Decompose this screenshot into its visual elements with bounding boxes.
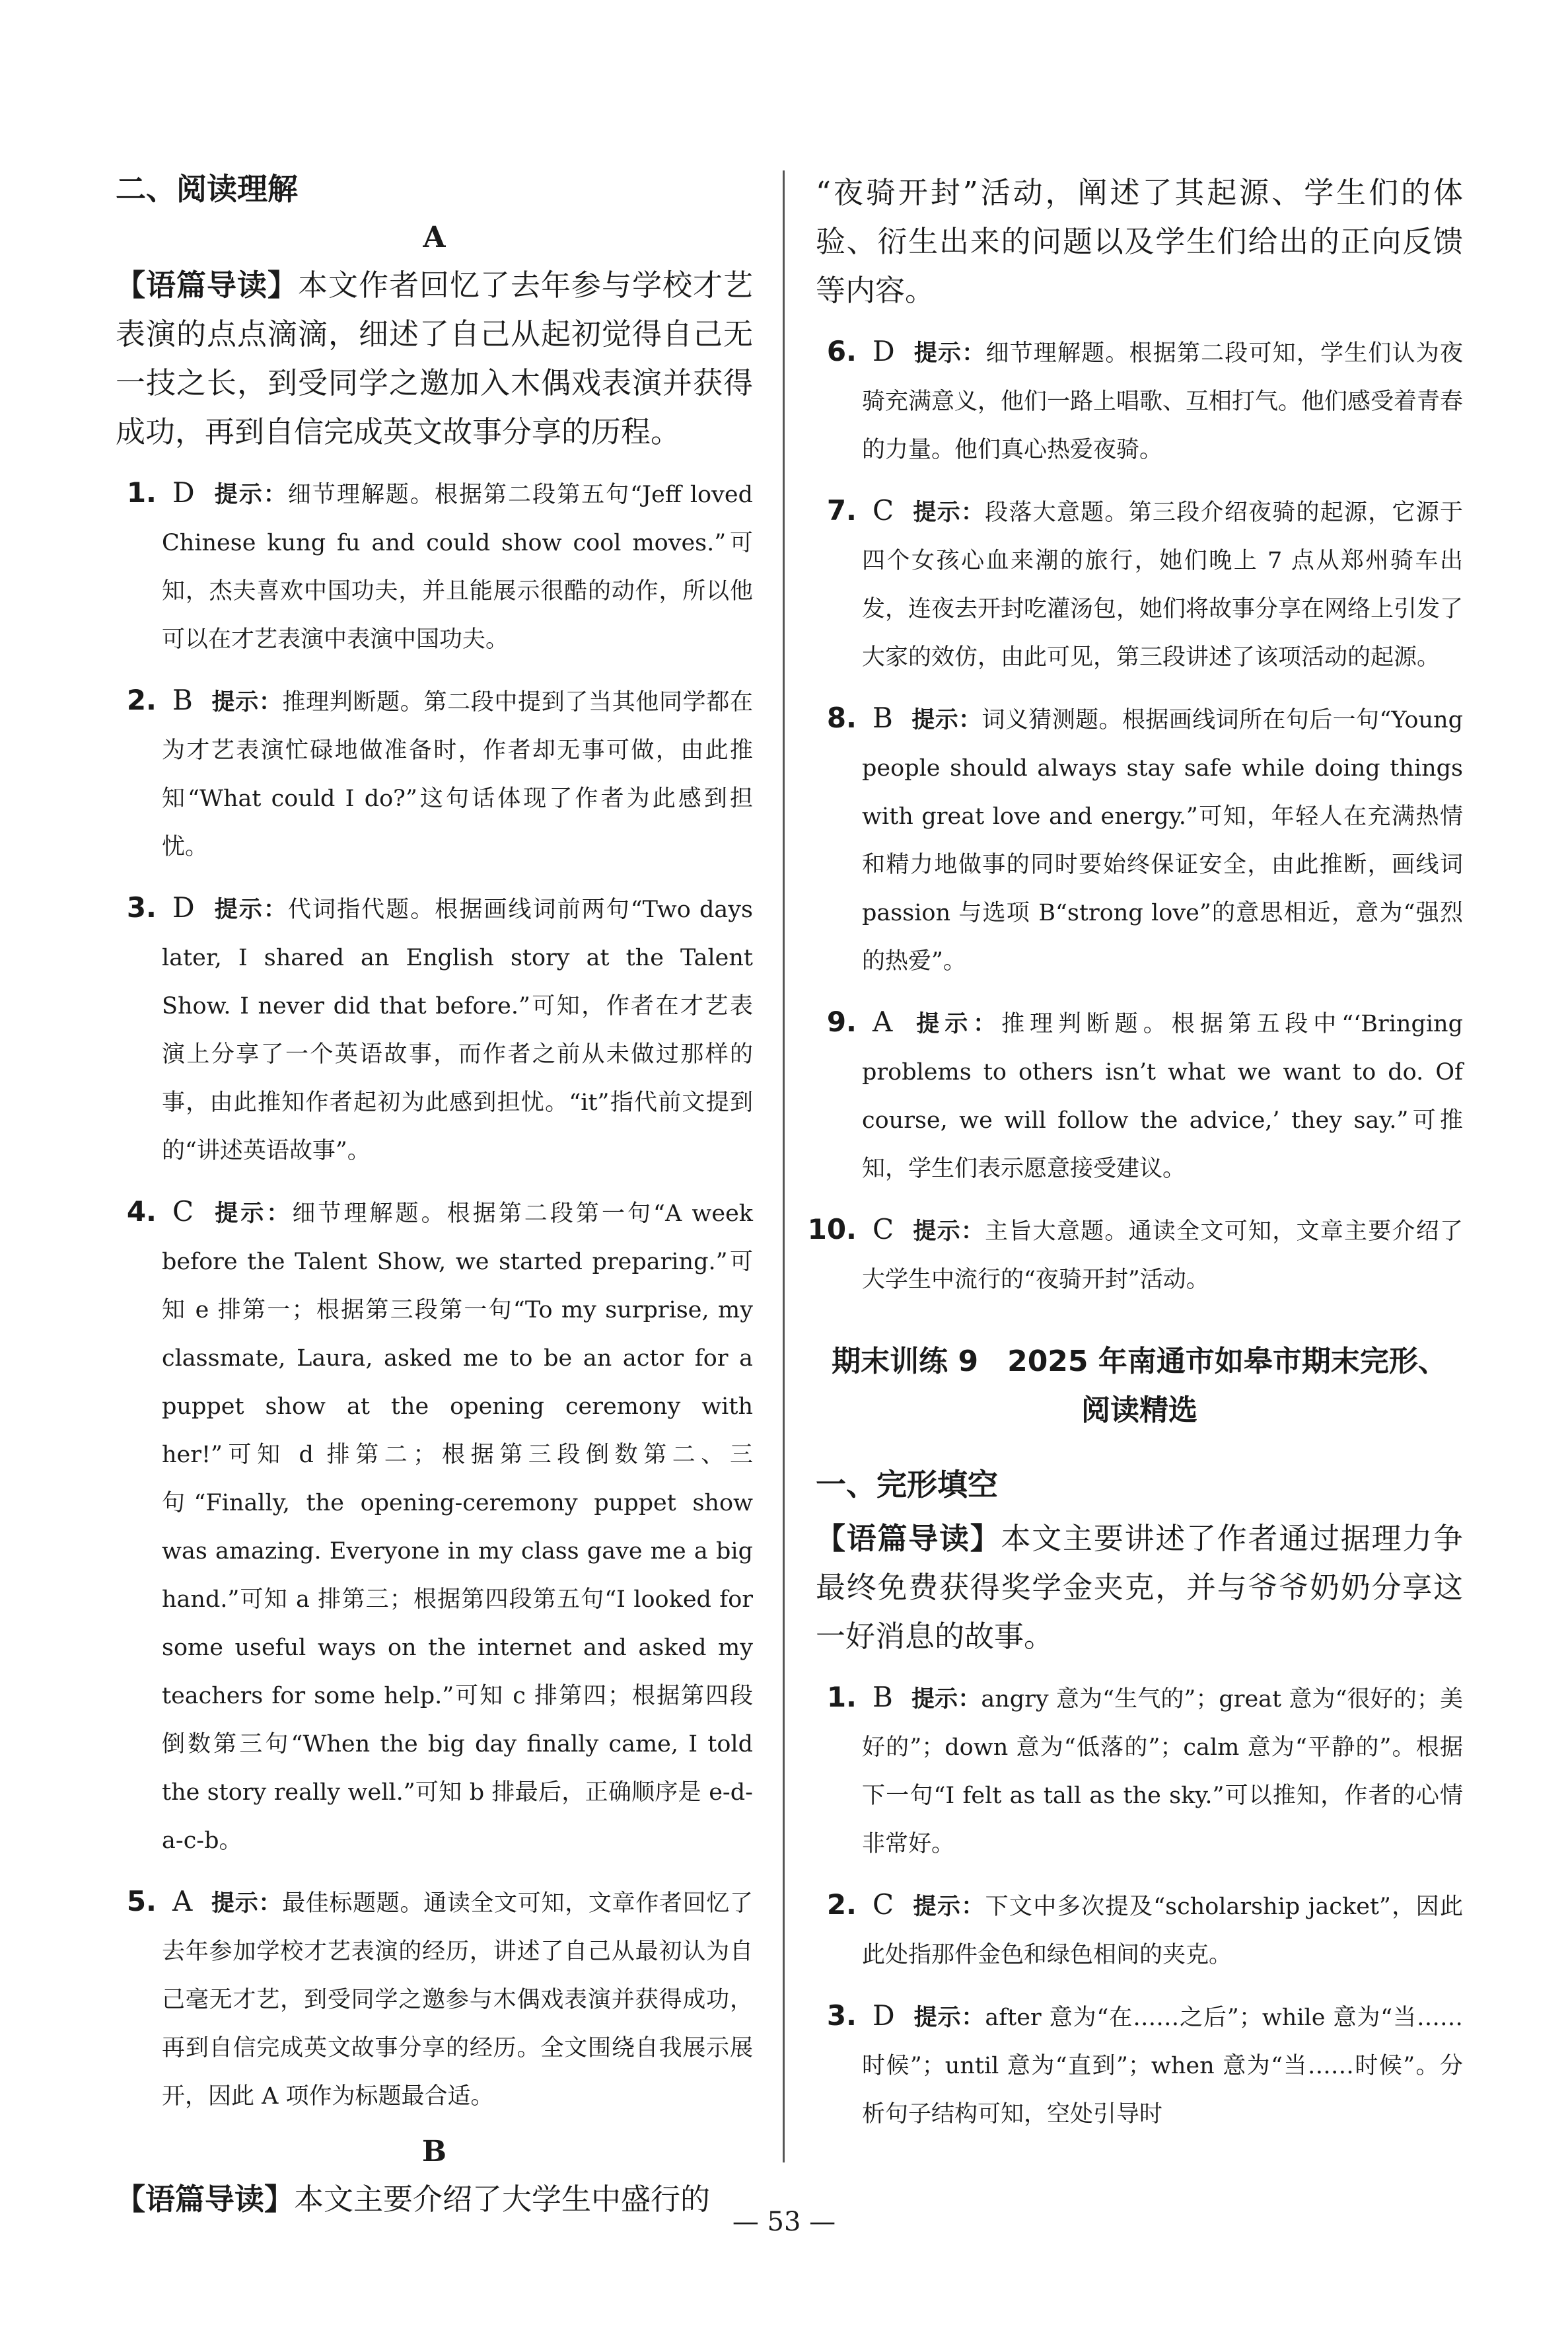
answer-option: A — [873, 1006, 893, 1038]
drill-title-line-2: 阅读精选 — [1081, 1393, 1197, 1427]
hint-label: 提示： — [913, 2005, 985, 2031]
answer-number: 2. — [826, 1888, 857, 1921]
answer-item-10 — [807, 1205, 1463, 1304]
answer-explanation: 段落大意题。第三段介绍夜骑的起源，它源于四个女孩心血来潮的旅行，她们晚上 7 点从郑州骑车出发，连夜去开封吃灌汤包，她们将故事分享在网络上引发了大家的效仿，由此可见，第三段讲述了该项活动的起源。 — [862, 499, 1464, 671]
answer-option: B — [873, 1681, 893, 1713]
hint-label: 提示： — [911, 1011, 1002, 1037]
answer-option: C — [172, 1195, 194, 1228]
hint-label: 提示： — [213, 482, 288, 508]
answer-number: 5. — [126, 1885, 157, 1917]
answer-number: 3. — [826, 1999, 857, 2032]
guide-tag: 【语篇导读】 — [816, 1521, 1001, 1556]
answer-option: B — [873, 702, 893, 734]
answer-item-6 — [816, 327, 1463, 474]
hint-label: 提示： — [912, 499, 985, 526]
section-title-reading: 二、阅读理解 — [116, 171, 298, 207]
hint-label: 提示： — [213, 897, 288, 923]
answer-explanation: 推理判断题。第二段中提到了当其他同学都在为才艺表演忙碌地做准备时，作者却无事可做，由此推知“What could I do?”这句话体现了作者为此感到担忧。 — [162, 689, 753, 860]
hint-label: 提示： — [912, 1894, 985, 1920]
answer-item-4 — [116, 1187, 753, 1865]
column-divider — [783, 170, 785, 2162]
guide-text: 本文作者回忆了去年参与学校才艺表演的点点滴滴，细述了自己从起初觉得自己无一技之长，到受同学之邀加入木偶戏表演并获得成功，再到自信完成英文故事分享的历程。 — [116, 268, 753, 449]
right-column — [807, 168, 1464, 2151]
answer-item-8 — [816, 694, 1463, 986]
answer-number: 10. — [807, 1213, 857, 1245]
passage-a-guide — [116, 261, 753, 457]
answer-explanation: angry 意为“生气的”；great 意为“很好的；美好的”；down 意为“低落的”；calm 意为“平静的”。根据下一句“I felt as tall as the sky.”可以推知，作者的心情非常好。 — [862, 1686, 1463, 1857]
answer-item-2 — [116, 676, 753, 871]
cloze-guide — [816, 1514, 1463, 1661]
answer-explanation: 词义猜测题。根据画线词所在句后一句“Young people should always stay safe while doing things with great love and energy.”可知，年轻人在充满热情和精力地做事的同时要始终保证安全，由此推断，画线词 passion 与选项 B“strong love”的意思相近，意为“强烈的热爱”。 — [862, 707, 1463, 975]
passage-b-guide-continued: “夜骑开封”活动，阐述了其起源、学生们的体验、衍生出来的问题以及学生们给出的正向反馈等内容。 — [816, 175, 1463, 308]
answer-number: 6. — [826, 335, 857, 367]
answer-option: D — [172, 891, 195, 924]
answer-option: A — [172, 1885, 193, 1917]
passage-a-letter: A — [423, 221, 446, 254]
answer-explanation: 细节理解题。根据第二段第一句“A week before the Talent Show, we started preparing.”可知 e 排第一；根据第三段第一句“To my surprise, my classmate, Laura, asked me to be an actor for a puppet show at the opening ceremony with her!”可知 d 排第二；根据第三段倒数第二、三句“Finally, the opening-ceremony puppet show was amazing. Everyone in my class gave me a big hand.”可知 a 排第三；根据第四段第五句“I looked for some useful ways on the internet and asked my teachers for some help.”可知 c 排第四；根据第四段倒数第三句“When the big day finally came, I told the story really well.”可知 b 排最后，正确顺序是 e-d-a-c-b。 — [162, 1200, 753, 1854]
answer-option: D — [172, 476, 195, 509]
answer-explanation: 推理判断题。根据第五段中“‘Bringing problems to others isn’t what we want to do. Of course, we will follow the advice,’ they say.”可推知，学生们表示愿意接受建议。 — [862, 1011, 1463, 1182]
drill-title-line-1: 期末训练 9 2025 年南通市如皋市期末完形、 — [832, 1345, 1447, 1378]
hint-label: 提示： — [913, 340, 986, 367]
answer-number: 4. — [126, 1195, 157, 1228]
answer-number: 3. — [126, 891, 157, 924]
section-title-cloze: 一、完形填空 — [816, 1467, 998, 1502]
answer-explanation: 下文中多次提及“scholarship jacket”，因此此处指那件金色和绿色相间的夹克。 — [862, 1894, 1463, 1968]
answer-explanation: 主旨大意题。通读全文可知，文章主要介绍了大学生中流行的“夜骑开封”活动。 — [862, 1218, 1463, 1293]
cloze-item-1 — [816, 1673, 1463, 1868]
answer-item-5 — [116, 1877, 753, 2121]
answer-option: C — [873, 494, 894, 527]
answer-item-3 — [116, 883, 753, 1175]
hint-label: 提示： — [211, 1890, 283, 1917]
hint-label: 提示： — [211, 689, 283, 716]
answer-item-9 — [816, 998, 1463, 1193]
page-number: — 53 — — [732, 2207, 836, 2237]
hint-label: 提示： — [911, 1686, 981, 1713]
hint-label: 提示： — [911, 707, 982, 733]
guide-text: 本文主要讲述了作者通过据理力争最终免费获得奖学金夹克，并与爷爷奶奶分享这一好消息的故事。 — [816, 1521, 1463, 1654]
answer-explanation: 代词指代题。根据画线词前两句“Two days later, I shared an English story at the Talent Show. I never did that before.”可知，作者在才艺表演上分享了一个英语故事，而作者之前从未做过那样的事，由此推知作者起初为此感到担忧。“it”指代前文提到的“讲述英语故事”。 — [162, 897, 753, 1164]
passage-a-answers — [116, 468, 753, 2121]
answer-number: 8. — [826, 702, 857, 734]
drill-title — [816, 1337, 1463, 1435]
answer-number: 7. — [826, 494, 857, 527]
answer-option: C — [873, 1213, 894, 1245]
passage-b-letter: B — [421, 2135, 447, 2168]
hint-label: 提示： — [212, 1200, 293, 1227]
guide-tag: 【语篇导读】 — [116, 2182, 295, 2217]
cloze-item-2 — [816, 1880, 1463, 1979]
guide-text: 本文主要介绍了大学生中盛行的 — [294, 2182, 711, 2217]
left-column — [116, 168, 753, 2236]
answer-item-7 — [816, 486, 1463, 682]
answer-number: 1. — [826, 1681, 857, 1713]
hint-label: 提示： — [912, 1218, 985, 1245]
answer-explanation: 最佳标题题。通读全文可知，文章作者回忆了去年参加学校才艺表演的经历，讲述了自己从最初认为自己毫无才艺，到受同学之邀参与木偶戏表演并获得成功，再到自信完成英文故事分享的经历。全文围绕自我展示展开，因此 A 项作为标题最合适。 — [162, 1890, 753, 2110]
guide-tag: 【语篇导读】 — [116, 268, 298, 303]
cloze-item-3 — [816, 1991, 1463, 2139]
answer-option: B — [172, 684, 193, 716]
answer-explanation: 细节理解题。根据第二段第五句“Jeff loved Chinese kung fu and could show cool moves.”可知，杰夫喜欢中国功夫，并且能展示很酷的动作，所以他可以在才艺表演中表演中国功夫。 — [162, 482, 753, 653]
answer-explanation: 细节理解题。根据第二段可知，学生们认为夜骑充满意义，他们一路上唱歌、互相打气。他们感受着青春的力量。他们真心热爱夜骑。 — [862, 340, 1464, 463]
answer-number: 1. — [126, 476, 157, 509]
answer-option: C — [873, 1888, 894, 1921]
answer-option: D — [873, 1999, 895, 2032]
answer-number: 9. — [826, 1006, 857, 1038]
answer-number: 2. — [126, 684, 157, 716]
answer-option: D — [873, 335, 895, 367]
answer-explanation: after 意为“在……之后”；while 意为“当……时候”；until 意为“直到”；when 意为“当……时候”。分析句子结构可知，空处引导时 — [862, 2005, 1463, 2127]
answer-item-1 — [116, 468, 753, 664]
